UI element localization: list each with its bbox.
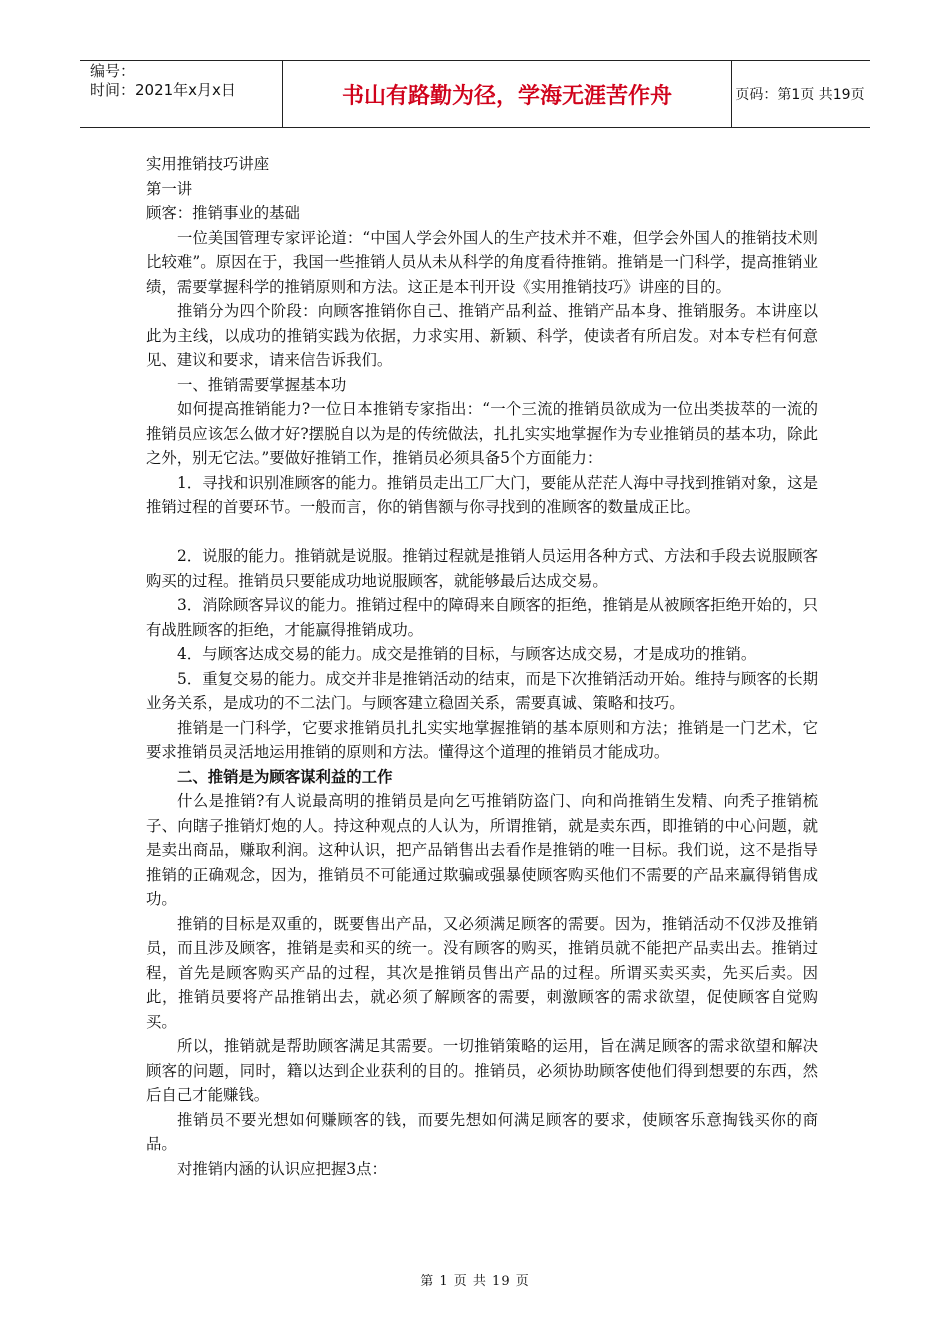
lecture-number: 第一讲	[146, 179, 193, 198]
paragraph: 对推销内涵的认识应把握3点：	[177, 1159, 387, 1178]
list-item: 2．说服的能力。推销就是说服。推销过程就是推销人员运用各种方式、方法和手段去说服顾客购买的过程。推销员只要能成功地说服顾客，就能够最后达成交易。	[146, 547, 818, 590]
doc-title: 实用推销技巧讲座	[146, 155, 270, 173]
list-item: 3．消除顾客异议的能力。推销过程中的障碍来自顾客的拒绝，推销是从被顾客拒绝开始的，只有战胜顾客的拒绝，才能赢得推销成功。	[146, 596, 818, 639]
page-footer: 第 1 页 共 19 页	[420, 1274, 530, 1289]
paragraph: 推销分为四个阶段：向顾客推销你自己、推销产品利益、推销产品本身、推销服务。本讲座以此为主线，以成功的推销实践为依据，力求实用、新颖、科学，使读者有所启发。对本专栏有何意见、建议和要求，请来信告诉我们。	[146, 302, 818, 369]
paragraph: 推销员不要光想如何赚顾客的钱，而要先想如何满足顾客的要求，使顾客乐意掏钱买你的商品。	[146, 1110, 818, 1153]
document-body	[146, 152, 818, 1181]
paragraph: 推销是一门科学，它要求推销员扎扎实实地掌握推销的基本原则和方法；推销是一门艺术，它要求推销员灵活地运用推销的原则和方法。懂得这个道理的推销员才能成功。	[146, 718, 818, 761]
section-heading-bold: 二、推销是为顾客谋利益的工作	[177, 767, 393, 786]
paragraph: 推销的目标是双重的，既要售出产品，又必须满足顾客的需要。因为，推销活动不仅涉及推销员，而且涉及顾客，推销是卖和买的统一。没有顾客的购买，推销员就不能把产品卖出去。推销过程，首先是顾客购买产品的过程，其次是推销员售出产品的过程。所谓买卖买卖，先买后卖。因此，推销员要将产品推销出去，就必须了解顾客的需要，刺激顾客的需求欲望，促使顾客自觉购买。	[146, 914, 818, 1031]
lecture-topic: 顾客：推销事业的基础	[146, 204, 300, 222]
list-item: 1．寻找和识别准顾客的能力。推销员走出工厂大门，要能从茫茫人海中寻找到推销对象，这是推销过程的首要环节。一般而言，你的销售额与你寻找到的准顾客的数量成正比。	[146, 473, 818, 516]
number-label: 编号：	[90, 62, 136, 80]
section-heading: 一、推销需要掌握基本功	[177, 375, 347, 394]
blank-line	[146, 520, 818, 545]
list-item: 4．与顾客达成交易的能力。成交是推销的目标，与顾客达成交易，才是成功的推销。	[177, 645, 757, 663]
paragraph: 一位美国管理专家评论道：“中国人学会外国人的生产技术并不难，但学会外国人的推销技术则比较难”。原因在于，我国一些推销人员从未从科学的角度看待推销。推销是一门科学，提高推销业绩，需要掌握科学的推销原则和方法。这正是本刊开设《实用推销技巧》讲座的目的。	[146, 228, 818, 296]
paragraph: 所以，推销就是帮助顾客满足其需要。一切推销策略的运用，旨在满足顾客的需求欲望和解决顾客的问题，同时，籍以达到企业获利的目的。推销员，必须协助顾客使他们得到想要的东西，然后自己才能赚钱。	[146, 1037, 818, 1104]
motto: 书山有路勤为径，学海无涯苦作舟	[341, 82, 672, 109]
paragraph: 如何提高推销能力?一位日本推销专家指出：“一个三流的推销员欲成为一位出类拔萃的一流的推销员应该怎么做才好?摆脱自以为是的传统做法，扎扎实实地掌握作为专业推销员的基本功，除此之外，别无它法。”要做好推销工作，推销员必须具备5个方面能力：	[146, 400, 818, 467]
time-label: 时间：2021年x月x日	[90, 81, 236, 99]
paragraph: 什么是推销?有人说最高明的推销员是向乞丐推销防盗门、向和尚推销生发精、向秃子推销梳子、向瞎子推销灯炮的人。持这种观点的人认为，所谓推销，就是卖东西，即推销的中心问题，就是卖出商品，赚取利润。这种认识，把产品销售出去看作是推销的唯一目标。我们说，这不是指导推销的正确观念，因为，推销员不可能通过欺骗或强暴使顾客购买他们不需要的产品来赢得销售成功。	[146, 792, 818, 908]
header-page-cell	[730, 61, 870, 127]
header-motto-cell	[282, 61, 732, 127]
page-header	[80, 60, 870, 128]
list-item: 5．重复交易的能力。成交并非是推销活动的结束，而是下次推销活动开始。维持与顾客的长期业务关系，是成功的不二法门。与顾客建立稳固关系，需要真诚、策略和技巧。	[146, 669, 818, 712]
page-label: 页码：第1页 共19页	[735, 87, 865, 103]
header-meta	[90, 61, 280, 128]
